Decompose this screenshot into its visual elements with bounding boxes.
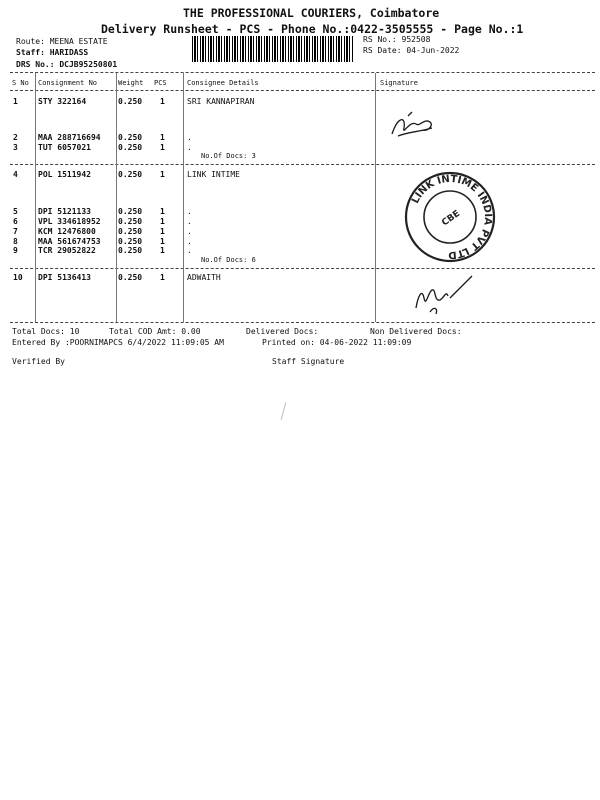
row-consignment: KCM 12476800: [38, 227, 96, 236]
row-consignment: TUT 6057021: [38, 143, 91, 152]
row-consignment: DPI 5136413: [38, 273, 91, 282]
row-weight: 0.250: [118, 143, 143, 152]
row-consignee: .: [187, 227, 192, 236]
row-weight: 0.250: [118, 227, 143, 236]
row-sno: 2: [13, 133, 18, 142]
row-consignee: .: [187, 133, 192, 142]
col-header-weight: Weight: [118, 79, 144, 87]
handwritten-signature-2: [410, 272, 490, 316]
row-consignment: VPL 334618952: [38, 217, 101, 226]
total-docs: Total Docs: 10: [12, 327, 80, 336]
stamp-inner-text: CBE: [440, 208, 463, 229]
row-weight: 0.250: [118, 237, 143, 246]
col-header-consignee: Consignee Details: [187, 79, 259, 87]
row-sno: 6: [13, 217, 18, 226]
rs-number: RS No.: 952508: [363, 35, 431, 44]
entered-by: Entered By :POORNIMAPCS 6/4/2022 11:09:05 AM: [12, 338, 224, 347]
row-consignment: TCR 29052822: [38, 246, 96, 255]
barcode: [192, 36, 354, 62]
row-pcs: 1: [160, 237, 165, 246]
non-delivered-docs: Non Delivered Docs:: [370, 327, 462, 336]
stamp-outer-text: LINK INTIME INDIA PVT LTD: [410, 173, 494, 261]
runsheet-subtitle: Delivery Runsheet - PCS - Phone No.:0422-3505555 - Page No.:1: [101, 22, 524, 36]
row-consignee: .: [187, 237, 192, 246]
row-pcs: 1: [160, 170, 165, 179]
rs-date: RS Date: 04-Jun-2022: [363, 46, 460, 55]
route-label: Route: MEENA ESTATE: [16, 37, 108, 46]
row-sno: 4: [13, 170, 18, 179]
row-consignment: DPI 5121133: [38, 207, 91, 216]
row-pcs: 1: [160, 207, 165, 216]
group-divider-1: [10, 164, 595, 165]
row-consignee: SRI KANNAPIRAN: [187, 97, 255, 106]
row-weight: 0.250: [118, 273, 143, 282]
row-pcs: 1: [160, 217, 165, 226]
row-consignee: .: [187, 143, 192, 152]
col-header-signature: Signature: [380, 79, 418, 87]
row-pcs: 1: [160, 133, 165, 142]
company-title: THE PROFESSIONAL COURIERS, Coimbatore: [183, 6, 440, 20]
company-stamp: [395, 167, 505, 267]
row-pcs: 1: [160, 97, 165, 106]
row-sno: 7: [13, 227, 18, 236]
handwritten-signature-1: [388, 110, 438, 142]
total-cod-amount: Total COD Amt: 0.00: [109, 327, 201, 336]
row-weight: 0.250: [118, 217, 143, 226]
row-weight: 0.250: [118, 133, 143, 142]
row-consignment: MAA 561674753: [38, 237, 101, 246]
row-weight: 0.250: [118, 207, 143, 216]
col-sep-2: [116, 73, 117, 322]
row-sno: 8: [13, 237, 18, 246]
row-pcs: 1: [160, 246, 165, 255]
col-header-sno: S No: [12, 79, 29, 87]
col-header-pcs: PCS: [154, 79, 167, 87]
row-weight: 0.250: [118, 246, 143, 255]
row-consignment: STY 322164: [38, 97, 87, 106]
row-consignee: .: [187, 246, 192, 255]
row-consignee: .: [187, 207, 192, 216]
row-consignee: LINK INTIME: [187, 170, 240, 179]
col-sep-3: [183, 73, 184, 322]
row-pcs: 1: [160, 227, 165, 236]
row-sno: 3: [13, 143, 18, 152]
row-pcs: 1: [160, 273, 165, 282]
col-sep-4: [375, 73, 376, 322]
row-consignee: .: [187, 217, 192, 226]
table-top-rule: [10, 72, 595, 73]
row-sno: 10: [13, 273, 23, 282]
group-doc-count: No.Of Docs: 6: [201, 256, 256, 264]
group-divider-2: [10, 268, 595, 269]
row-weight: 0.250: [118, 170, 143, 179]
drs-number: DRS No.: DCJB95250801: [16, 60, 118, 69]
table-header-rule: [10, 90, 595, 91]
staff-signature: Staff Signature: [272, 357, 345, 366]
group-doc-count: No.Of Docs: 3: [201, 152, 256, 160]
row-sno: 1: [13, 97, 18, 106]
row-weight: 0.250: [118, 97, 143, 106]
row-sno: 5: [13, 207, 18, 216]
row-sno: 9: [13, 246, 18, 255]
verified-by: Verified By: [12, 357, 65, 366]
col-header-consignment: Consignment No: [38, 79, 98, 87]
scan-mark: [281, 402, 287, 420]
col-sep-1: [35, 73, 36, 322]
table-bottom-rule: [10, 322, 595, 323]
row-consignee: ADWAITH: [187, 273, 221, 282]
printed-on: Printed on: 04-06-2022 11:09:09: [262, 338, 412, 347]
staff-label: Staff: HARIDASS: [16, 48, 89, 57]
row-consignment: POL 1511942: [38, 170, 91, 179]
row-pcs: 1: [160, 143, 165, 152]
row-consignment: MAA 288716694: [38, 133, 101, 142]
delivered-docs: Delivered Docs:: [246, 327, 319, 336]
